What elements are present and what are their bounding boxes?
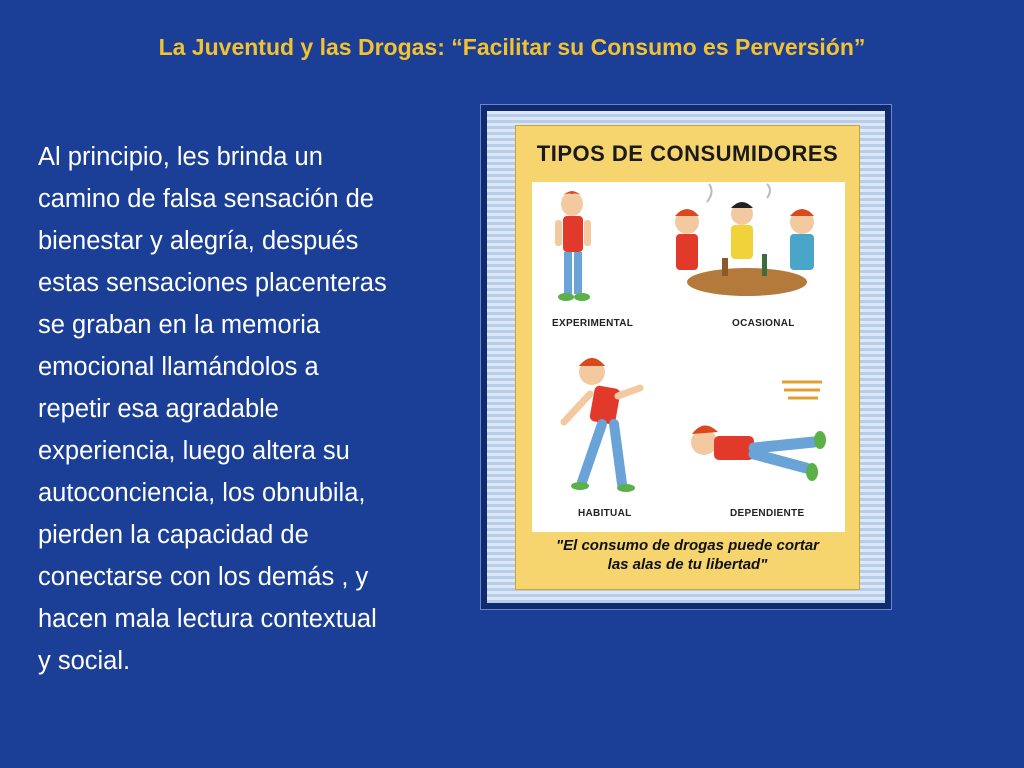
consumer-types-illustration xyxy=(532,182,845,532)
ocasional-group-icon xyxy=(675,184,814,296)
poster-quote: "El consumo de drogas puede cortar las alas de tu libertad" xyxy=(556,537,819,573)
poster xyxy=(515,125,860,590)
caption-ocasional: OCASIONAL xyxy=(732,318,795,329)
poster-title: TIPOS DE CONSUMIDORES xyxy=(536,141,839,166)
caption-experimental: EXPERIMENTAL xyxy=(552,318,634,329)
caption-habitual: HABITUAL xyxy=(578,508,632,519)
slide-title: La Juventud y las Drogas: “Facilitar su Consumo es Perversión” xyxy=(158,34,866,60)
experimental-figure-icon xyxy=(555,191,591,301)
poster-image-frame xyxy=(480,104,892,610)
poster-mat xyxy=(487,111,885,603)
poster-illustration-panel xyxy=(532,182,845,532)
caption-dependiente: DEPENDIENTE xyxy=(730,508,805,519)
dependiente-figure-icon xyxy=(691,382,826,481)
slide-body-text: Al principio, les brinda un camino de falsa sensación de bienestar y alegría, después estas sensaciones placenteras se graban en la memoria emocional llamándolos a repetir esa agradable experiencia, luego altera su autoconciencia, los obnubila, pierden la capacidad de conectarse con los demás , y hacen mala lectura contextual y social. xyxy=(38,143,387,675)
habitual-figure-icon xyxy=(564,358,640,492)
